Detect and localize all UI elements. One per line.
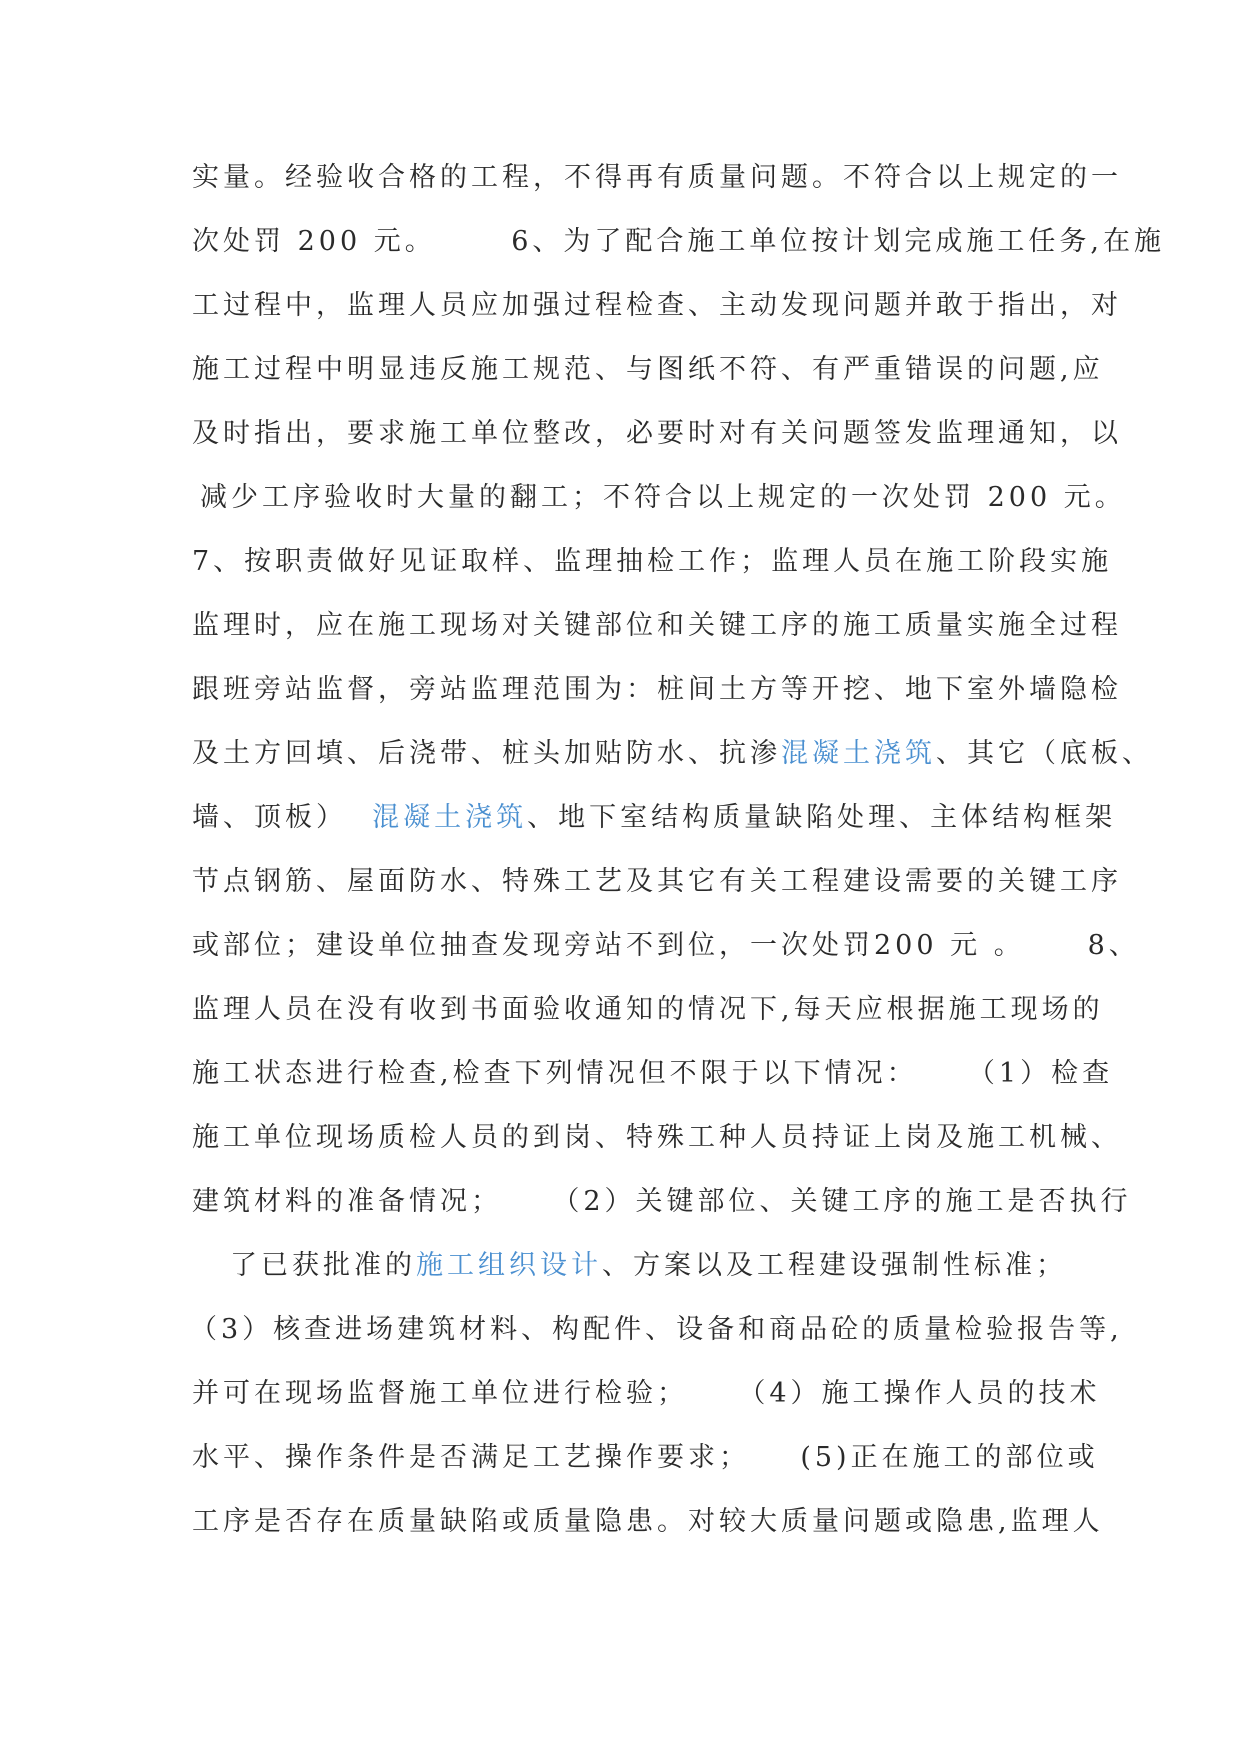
text-line bbox=[192, 978, 1104, 1042]
text-run: 了已获批准的 bbox=[230, 1250, 416, 1281]
text-run: 施工单位现场质检人员的到岗、特殊工种人员持证上岗及施工机械、 bbox=[192, 1122, 1122, 1153]
text-line bbox=[192, 914, 1140, 978]
text-run: 、地下室结构质量缺陷处理、主体结构框架 bbox=[527, 802, 1117, 833]
text-line bbox=[192, 210, 1165, 274]
text-run: 、方案以及工程建设强制性标准； bbox=[602, 1250, 1067, 1281]
text-run: 节点钢筋、屋面防水、特殊工艺及其它有关工程建设需要的关键工序 bbox=[192, 866, 1122, 897]
text-line bbox=[192, 1426, 1099, 1490]
text-line bbox=[192, 274, 1122, 338]
text-run: 施工过程中明显违反施工规范、与图纸不符、有严重错误的问题,应 bbox=[192, 354, 1104, 385]
text-run: （3）核查进场建筑材料、构配件、设备和商品砼的质量检验报告等, bbox=[190, 1314, 1123, 1345]
text-run: 水平、操作条件是否满足工艺操作要求； (5)正在施工的部位或 bbox=[192, 1442, 1099, 1473]
text-run: 跟班旁站监督，旁站监理范围为：桩间土方等开挖、地下室外墙隐检 bbox=[192, 674, 1122, 705]
text-run: 工过程中，监理人员应加强过程检查、主动发现问题并敢于指出，对 bbox=[192, 290, 1122, 321]
body-text bbox=[190, 146, 1165, 1554]
text-run: 、其它（底板、 bbox=[936, 738, 1153, 769]
text-run: 实量。经验收合格的工程，不得再有质量问题。不符合以上规定的一 bbox=[192, 162, 1122, 193]
text-run: 建筑材料的准备情况； （2）关键部位、关键工序的施工是否执行 bbox=[192, 1186, 1132, 1217]
concrete-pouring-link[interactable]: 混凝土浇筑 bbox=[372, 802, 528, 833]
text-run: 或部位；建设单位抽查发现旁站不到位，一次处罚200 元 。 8、 bbox=[192, 930, 1140, 961]
text-line bbox=[192, 402, 1122, 466]
text-line bbox=[192, 1170, 1132, 1234]
text-line bbox=[192, 1362, 1101, 1426]
text-run: 及时指出，要求施工单位整改，必要时对有关问题签发监理通知，以 bbox=[192, 418, 1122, 449]
text-line bbox=[192, 1490, 1104, 1554]
text-run: 7、按职责做好见证取样、监理抽检工作；监理人员在施工阶段实施 bbox=[192, 546, 1113, 577]
text-line bbox=[192, 1234, 1072, 1298]
text-run: 次处罚 200 元。 6、为了配合施工单位按计划完成施工任务,在施 bbox=[192, 226, 1165, 257]
text-line bbox=[192, 146, 1122, 210]
text-line bbox=[190, 1298, 1123, 1362]
text-line bbox=[192, 850, 1122, 914]
text-run: 施工状态进行检查,检查下列情况但不限于以下情况： （1）检查 bbox=[192, 1058, 1114, 1089]
text-run: 监理人员在没有收到书面验收通知的情况下,每天应根据施工现场的 bbox=[192, 994, 1104, 1025]
text-line bbox=[192, 658, 1122, 722]
text-line bbox=[192, 786, 1117, 850]
text-line bbox=[192, 722, 1153, 786]
construction-plan-link[interactable]: 施工组织设计 bbox=[416, 1250, 602, 1281]
text-run: 工序是否存在质量缺陷或质量隐患。对较大质量问题或隐患,监理人 bbox=[192, 1506, 1104, 1537]
text-run: 并可在现场监督施工单位进行检验； （4）施工操作人员的技术 bbox=[192, 1378, 1101, 1409]
concrete-pouring-link[interactable]: 混凝土浇筑 bbox=[781, 738, 936, 769]
text-line bbox=[192, 1106, 1122, 1170]
text-run: 监理时，应在施工现场对关键部位和关键工序的施工质量实施全过程 bbox=[192, 610, 1122, 641]
text-line bbox=[192, 338, 1104, 402]
text-line bbox=[192, 530, 1113, 594]
text-run: 及土方回填、后浇带、桩头加贴防水、抗渗 bbox=[192, 738, 781, 769]
text-line bbox=[192, 594, 1122, 658]
text-line bbox=[192, 466, 1126, 530]
text-line bbox=[192, 1042, 1114, 1106]
text-run: 减少工序验收时大量的翻工；不符合以上规定的一次处罚 200 元。 bbox=[200, 482, 1126, 513]
text-run: 墙、顶板） bbox=[192, 802, 373, 833]
